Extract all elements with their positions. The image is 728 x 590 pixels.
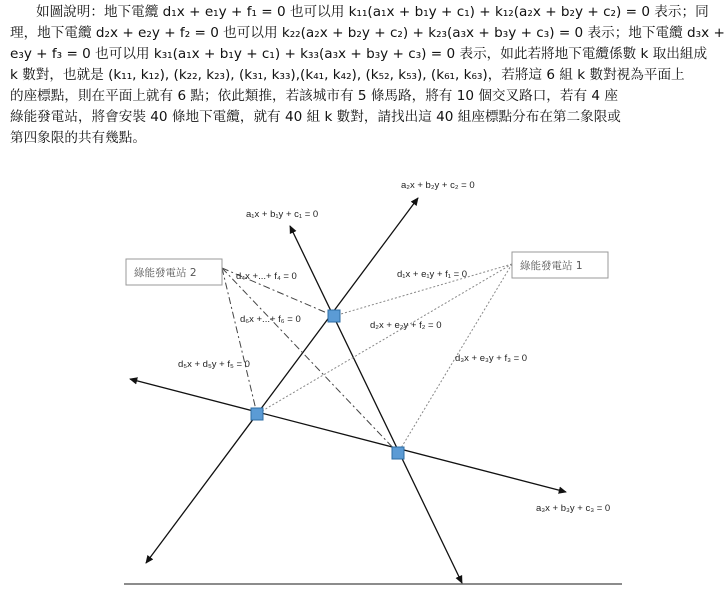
problem-line-7: 第四象限的共有幾點。	[10, 130, 146, 146]
problem-line-2: 理，地下電纜 d₂x + e₂y + f₂ = 0 也可以用 k₂₂(a₂x + b₂y + c₂) + k₂₃(a₃x + b₃y + c₃) = 0 表示；地下電纜 d₃x +	[10, 25, 725, 41]
cable-label-1: d₁x + e₁y + f₁ = 0	[397, 269, 468, 280]
road-line-3	[130, 379, 566, 492]
problem-line-4: k 數對，也就是 (k₁₁, k₁₂), (k₂₂, k₂₃), (k₃₁, k₃₃),(k₄₁, k₄₂), (k₅₂, k₅₃), (k₆₁, k₆₃)，若將這 6 組 k 數對視為平面上	[10, 67, 685, 83]
cable-line-2	[257, 264, 512, 414]
cable-label-4: d₄x +...+ f₄ = 0	[236, 271, 297, 282]
station-label-2: 綠能發電站 2	[134, 267, 197, 279]
road-label-1: a₁x + b₁y + c₁ = 0	[246, 209, 319, 220]
cable-line-5	[222, 268, 257, 414]
station-label-1: 綠能發電站 1	[520, 260, 583, 272]
problem-line-3: e₃y + f₃ = 0 也可以用 k₃₁(a₁x + b₁y + c₁) + k₃₃(a₃x + b₃y + c₃) = 0 表示，如此若將地下電纜係數 k 取出組成	[10, 46, 708, 62]
intersection-node-2	[251, 408, 263, 420]
cable-label-5: d₅x + d₅y + f₅ = 0	[178, 359, 250, 370]
intersection-node-1	[328, 310, 340, 322]
cable-label-2: d₂x + e₂y + f₂ = 0	[370, 320, 442, 331]
road-label-3: a₃x + b₃y + c₃ = 0	[536, 503, 611, 514]
cable-label-3: d₃x + e₃y + f₃ = 0	[455, 353, 528, 364]
problem-line-5: 的座標點，則在平面上就有 6 點；依此類推，若該城市有 5 條馬路，將有 10 個交叉路口，若有 4 座	[10, 88, 618, 104]
problem-line-6: 綠能發電站，將會安裝 40 條地下電纜，就有 40 組 k 數對，請找出這 40 組座標點分布在第二象限或	[10, 109, 621, 125]
road-line-2	[146, 198, 418, 563]
intersection-node-3	[392, 447, 404, 459]
road-label-2: a₂x + b₂y + c₂ = 0	[401, 180, 475, 191]
problem-text	[10, 2, 725, 149]
cable-label-6: d₆x +...+ f₆ = 0	[240, 314, 301, 325]
problem-line-1: 如圖說明：地下電纜 d₁x + e₁y + f₁ = 0 也可以用 k₁₁(a₁x + b₁y + c₁) + k₁₂(a₂x + b₂y + c₂) = 0 表示；同	[36, 4, 709, 20]
